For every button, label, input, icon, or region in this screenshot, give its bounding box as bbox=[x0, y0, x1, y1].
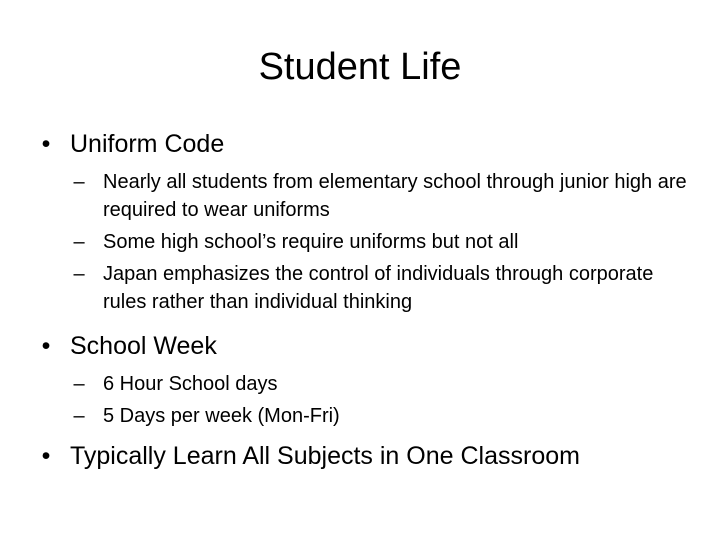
sub-bullet bbox=[36, 228, 696, 256]
bullet-text: School Week bbox=[70, 332, 217, 360]
bullet-marker: • bbox=[41, 442, 51, 470]
slide-title: Student Life bbox=[258, 46, 462, 88]
bullet-school-week bbox=[36, 330, 696, 362]
sub-bullet bbox=[36, 370, 696, 398]
bullet-marker: • bbox=[41, 332, 51, 360]
slide-body bbox=[36, 128, 696, 472]
sub-bullet-text: 6 Hour School days bbox=[103, 373, 278, 395]
dash-marker: – bbox=[73, 231, 85, 253]
dash-marker: – bbox=[73, 405, 85, 427]
bullet-classroom bbox=[36, 440, 696, 472]
dash-marker: – bbox=[73, 263, 85, 285]
sub-bullet-text: Japan emphasizes the control of individuals through corporate rules rather than individual thinking bbox=[103, 263, 654, 313]
sub-list-school-week bbox=[36, 370, 696, 430]
sub-list-uniform-code bbox=[36, 168, 696, 316]
bullet-uniform-code bbox=[36, 128, 696, 160]
sub-bullet-text: 5 Days per week (Mon-Fri) bbox=[103, 405, 340, 427]
sub-bullet bbox=[36, 260, 696, 316]
bullet-text: Uniform Code bbox=[70, 130, 225, 158]
dash-marker: – bbox=[73, 171, 85, 193]
sub-bullet bbox=[36, 168, 696, 224]
bullet-text: Typically Learn All Subjects in One Classroom bbox=[70, 442, 580, 470]
dash-marker: – bbox=[73, 373, 85, 395]
sub-bullet bbox=[36, 402, 696, 430]
sub-bullet-text: Some high school’s require uniforms but not all bbox=[103, 231, 519, 253]
bullet-marker: • bbox=[41, 130, 51, 158]
sub-bullet-text: Nearly all students from elementary school through junior high are required to wear uniforms bbox=[103, 171, 687, 221]
